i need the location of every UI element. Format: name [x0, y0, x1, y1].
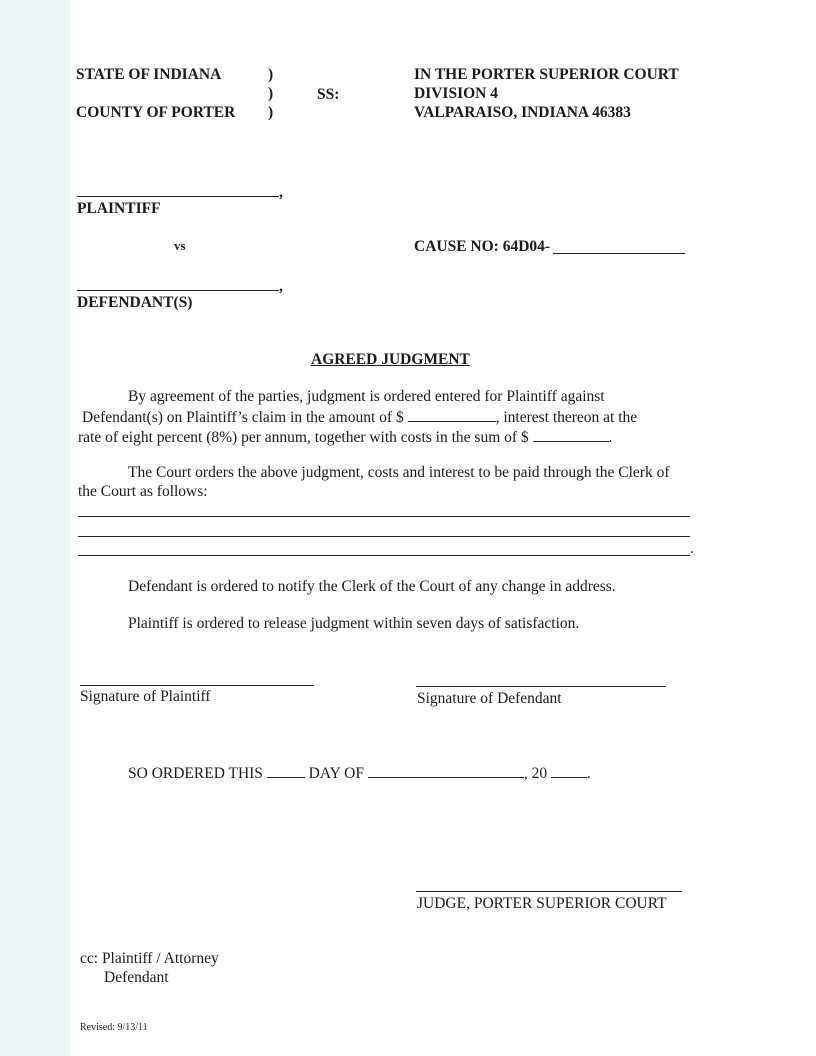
caption-paren-2: )	[268, 85, 274, 102]
para1-line3-text: rate of eight percent (8%) per annum, together with costs in the sum of $	[78, 429, 529, 446]
day-of-text: DAY OF	[308, 765, 364, 782]
court-location: VALPARAISO, INDIANA 46383	[414, 104, 631, 121]
year-blank	[551, 763, 587, 778]
payment-line-1	[78, 516, 690, 517]
payment-line-3	[78, 555, 690, 556]
payment-line-2	[78, 536, 690, 537]
para1-line3-tail: .	[608, 429, 613, 446]
para2-line1: The Court orders the above judgment, costs and interest to be paid through the Clerk of	[128, 464, 670, 481]
para1-line3	[78, 427, 612, 447]
state-label: STATE OF INDIANA	[76, 66, 222, 83]
payment-line-period: .	[690, 540, 694, 557]
plaintiff-label: PLAINTIFF	[77, 200, 161, 217]
caption-paren-1: )	[268, 66, 274, 83]
judge-label: JUDGE, PORTER SUPERIOR COURT	[417, 895, 667, 912]
costs-amount-blank	[533, 427, 609, 442]
plaintiff-signature-line	[80, 685, 314, 686]
caption-paren-3: )	[268, 104, 274, 121]
month-blank	[368, 763, 524, 778]
court-division: DIVISION 4	[414, 85, 498, 102]
so-ordered-text: SO ORDERED THIS	[128, 765, 263, 782]
so-ordered-line	[128, 763, 591, 783]
defendant-signature-label: Signature of Defendant	[417, 690, 562, 707]
defendant-comma: ,	[279, 278, 283, 295]
defendant-signature-line	[416, 686, 666, 687]
plaintiff-signature-label: Signature of Plaintiff	[80, 688, 211, 705]
claim-amount-blank	[408, 407, 496, 422]
revised-date: Revised: 9/13/11	[80, 1022, 148, 1033]
so-ordered-period: .	[586, 765, 591, 782]
vs-label: vs	[174, 238, 186, 253]
para1-line2-text: Defendant(s) on Plaintiff’s claim in the amount of $	[82, 409, 404, 426]
county-label: COUNTY OF PORTER	[76, 104, 236, 121]
cc-line-2: Defendant	[104, 969, 169, 986]
release-order: Plaintiff is ordered to release judgment within seven days of satisfaction.	[128, 615, 580, 632]
court-name: IN THE PORTER SUPERIOR COURT	[414, 66, 679, 83]
notify-order: Defendant is ordered to notify the Clerk of the Court of any change in address.	[128, 578, 616, 595]
plaintiff-name-line	[77, 196, 279, 197]
cc-line-1: cc: Plaintiff / Attorney	[80, 950, 219, 967]
year-prefix: , 20	[523, 765, 548, 782]
cause-no-label: CAUSE NO: 64D04-	[414, 238, 551, 255]
page-edge-shading	[0, 0, 70, 1056]
document-title: AGREED JUDGMENT	[311, 351, 470, 368]
defendant-name-line	[77, 290, 279, 291]
judge-signature-line	[416, 891, 682, 892]
para1-line1: By agreement of the parties, judgment is ordered entered for Plaintiff against	[128, 388, 605, 405]
plaintiff-comma: ,	[279, 184, 283, 201]
cause-no-line	[553, 253, 685, 254]
ss-label: SS:	[317, 86, 340, 103]
para1-line2-tail: , interest thereon at the	[495, 409, 638, 426]
defendant-label: DEFENDANT(S)	[77, 294, 193, 311]
para1-line2	[82, 407, 637, 427]
day-blank	[267, 763, 305, 778]
para2-line2: the Court as follows:	[78, 483, 208, 500]
